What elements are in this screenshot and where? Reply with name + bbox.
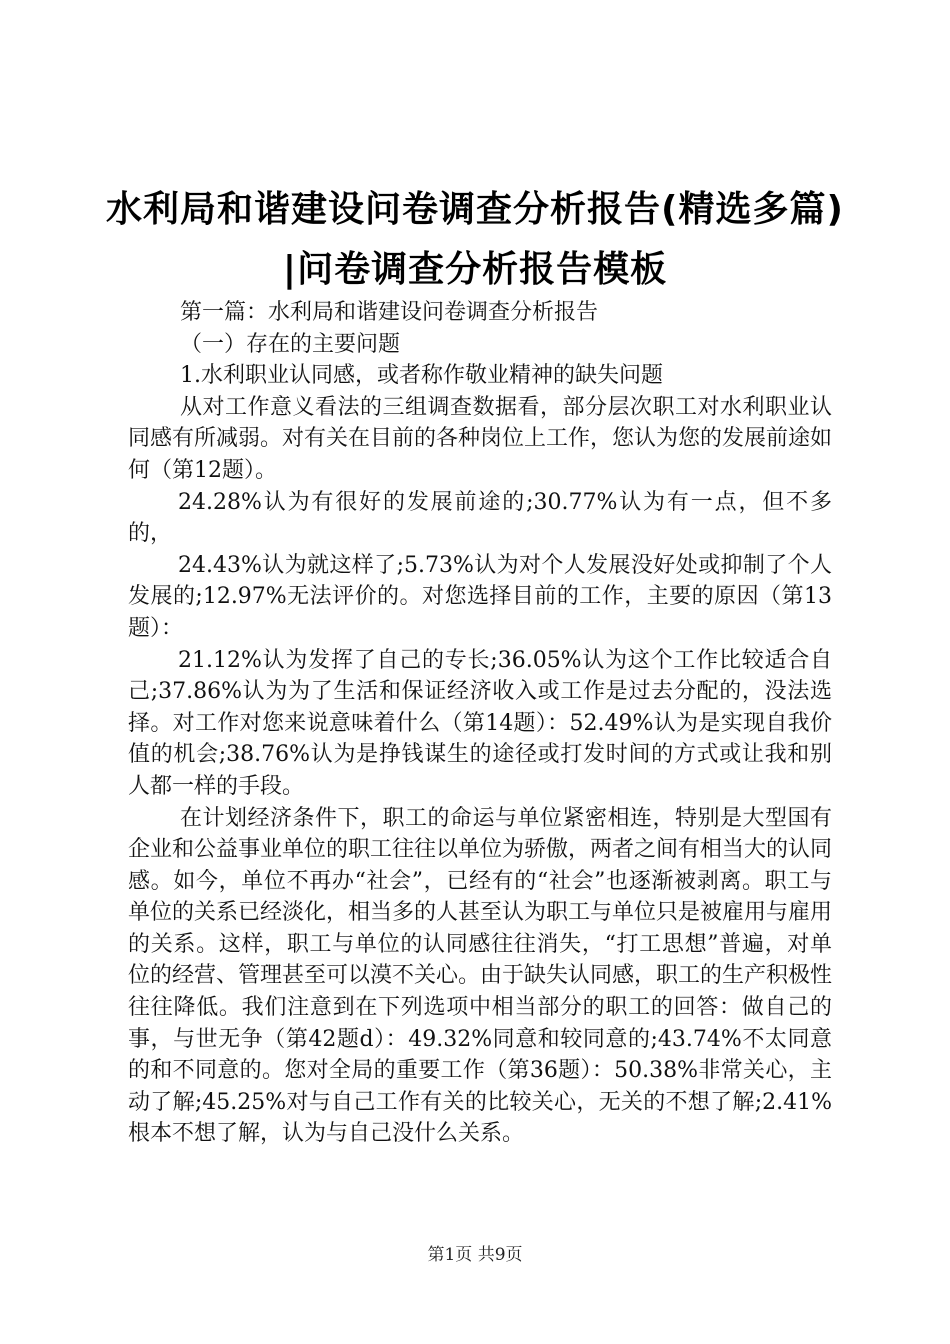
paragraph: 24.28%认为有很好的发展前途的;30.77%认为有一点，但不多的，	[128, 489, 832, 547]
issue-heading: 1.水利职业认同感，或者称作敬业精神的缺失问题	[180, 363, 663, 389]
paragraph: 24.43%认为就这样了;5.73%认为对个人发展没好处或抑制了个人发展的;12.97%无法评价的。对您选择目前的工作，主要的原因（第13题）：	[128, 552, 832, 641]
paragraph: 从对工作意义看法的三组调查数据看，部分层次职工对水利职业认同感有所减弱。对有关在目前的各种岗位上工作，您认为您的发展前途如何（第12题）。	[128, 394, 833, 483]
paragraph: 21.12%认为发挥了自己的专长;36.05%认为这个工作比较适合自己;37.86%认为为了生活和保证经济收入或工作是过去分配的，没法选择。对工作对您来说意味着什么（第14题）：52.49%认为是实现自我价值的机会;38.76%认为是挣钱谋生的途径或打发时间的方式或让我和别人都一样的手段。	[128, 647, 832, 799]
page-footer: 第1页 共9页	[427, 1245, 523, 1265]
document-body	[128, 297, 832, 1150]
section-heading: 第一篇：水利局和谐建设问卷调查分析报告	[180, 300, 599, 325]
document-title-line-2: |问卷调查分析报告模板	[282, 249, 668, 290]
document-title-line-1: 水利局和谐建设问卷调查分析报告(精选多篇)	[106, 189, 844, 230]
subsection-heading: （一）存在的主要问题	[180, 331, 401, 357]
paragraph: 在计划经济条件下，职工的命运与单位紧密相连，特别是大型国有企业和公益事业单位的职工往往以单位为骄傲，两者之间有相当大的认同感。如今，单位不再办“社会”，已经有的“社会”也逐渐被剥离。职工与单位的关系已经淡化，相当多的人甚至认为职工与单位只是被雇用与雇用的关系。这样，职工与单位的认同感往往消失，“打工思想”普遍，对单位的经营、管理甚至可以漠不关心。由于缺失认同感，职工的生产积极性往往降低。我们注意到在下列选项中相当部分的职工的回答：做自己的事，与世无争（第42题d）：49.32%同意和较同意的;43.74%不太同意的和不同意的。您对全局的重要工作（第36题）：50.38%非常关心，主动了解;45.25%对与自己工作有关的比较关心，无关的不想了解;2.41%根本不想了解，认为与自己没什么关系。	[128, 805, 833, 1147]
